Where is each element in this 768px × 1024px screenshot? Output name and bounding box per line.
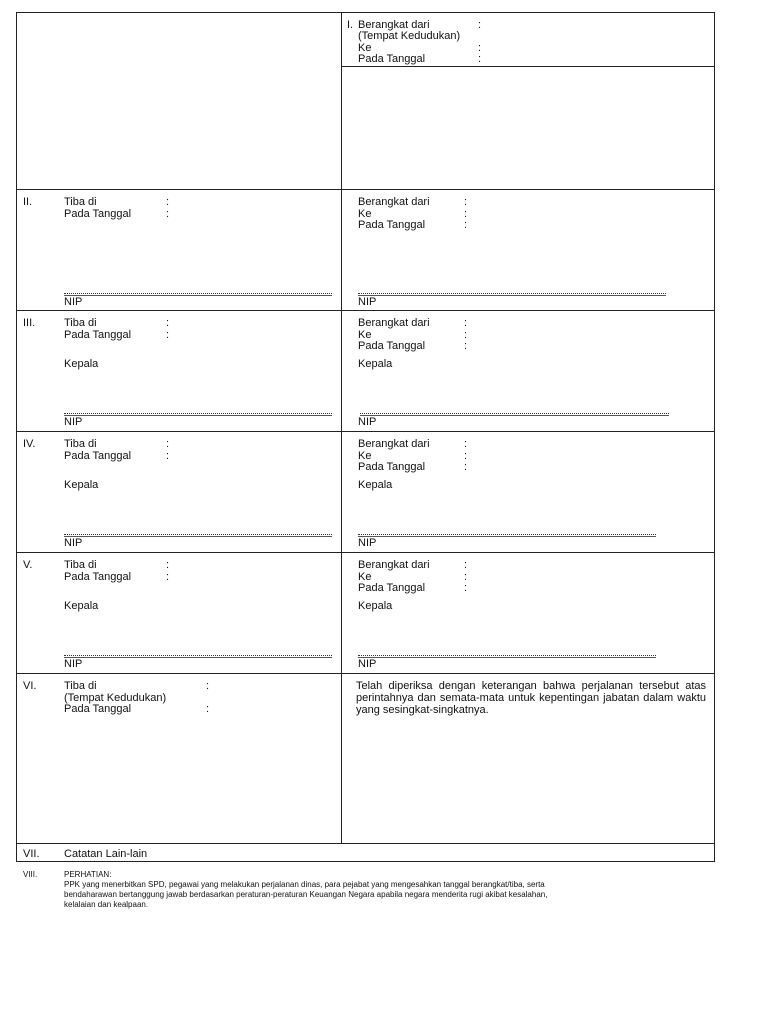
- section6-colon-1: :: [206, 680, 210, 692]
- section5-pada-tanggal: Pada Tanggal: [64, 571, 132, 583]
- section4-colon-r2: :: [464, 450, 468, 462]
- section2-pada-tanggal: Pada Tanggal: [64, 208, 132, 220]
- section3-colon-r1: :: [464, 317, 468, 329]
- divider-2: [16, 310, 715, 311]
- section1-colon-2: :: [478, 42, 482, 54]
- section4-kepala-left: Kepala: [64, 479, 99, 491]
- section5-roman: V.: [23, 559, 33, 571]
- divider-1a: [341, 66, 715, 67]
- divider-5: [16, 673, 715, 674]
- section6-pada-tanggal: Pada Tanggal: [64, 703, 132, 715]
- section5-signature-underline-left: [64, 657, 332, 658]
- section1-ke: Ke: [358, 42, 372, 54]
- section5-ke: Ke: [358, 571, 372, 583]
- divider-6: [16, 843, 715, 844]
- section4-ke: Ke: [358, 450, 372, 462]
- section4-colon-r3: :: [464, 461, 468, 473]
- section7-catatan: Catatan Lain-lain: [64, 848, 148, 860]
- section8-line-3: kelalaian dan kealpaan.: [64, 900, 149, 909]
- section3-pada-tanggal-r: Pada Tanggal: [358, 340, 426, 352]
- section3-kepala-right: Kepala: [358, 358, 393, 370]
- section2-tiba-di: Tiba di: [64, 196, 97, 208]
- section6-tiba-di: Tiba di: [64, 680, 97, 692]
- center-divider: [341, 12, 342, 843]
- divider-3: [16, 431, 715, 432]
- section2-signature-line-right: [358, 293, 666, 294]
- section2-colon-r2: :: [464, 208, 468, 220]
- section6-tempat-kedudukan: (Tempat Kedudukan): [64, 692, 167, 704]
- section8-roman: VIII.: [23, 870, 38, 879]
- section5-colon-r1: :: [464, 559, 468, 571]
- section4-signature-underline-left: [64, 536, 332, 537]
- section2-colon-l2: :: [166, 208, 170, 220]
- section5-signature-underline-right: [358, 657, 656, 658]
- section3-ke: Ke: [358, 329, 372, 341]
- section1-colon-3: :: [478, 53, 482, 65]
- section1-pada-tanggal: Pada Tanggal: [358, 53, 426, 65]
- section4-signature-underline-right: [358, 536, 656, 537]
- section5-berangkat-dari: Berangkat dari: [358, 559, 430, 571]
- section5-nip-left: NIP: [64, 658, 83, 670]
- section2-nip-right: NIP: [358, 296, 377, 308]
- section2-signature-line-left: [64, 293, 332, 294]
- section4-colon-r1: :: [464, 438, 468, 450]
- section5-colon-l1: :: [166, 559, 170, 571]
- section6-colon-2: :: [206, 703, 210, 715]
- section6-statement: Telah diperiksa dengan keterangan bahwa perjalanan tersebut atas perintahnya dan semata-mata untuk kepentingan jabatan dalam waktu yang sesingkat-singkatnya.: [356, 680, 706, 716]
- section3-colon-r3: :: [464, 340, 468, 352]
- section4-signature-line-left: [64, 534, 332, 535]
- section7-roman: VII.: [23, 848, 40, 860]
- section2-colon-r3: :: [464, 219, 468, 231]
- section1-tempat-kedudukan: (Tempat Kedudukan): [358, 30, 461, 42]
- section3-colon-r2: :: [464, 329, 468, 341]
- section2-colon-l1: :: [166, 196, 170, 208]
- section2-berangkat-dari: Berangkat dari: [358, 196, 430, 208]
- section8-line-1: PPK yang menerbitkan SPD, pegawai yang melakukan perjalanan dinas, para pejabat yang mengesahkan tanggal berangkat/tiba, serta: [64, 880, 545, 889]
- section6-roman: VI.: [23, 680, 37, 692]
- section1-berangkat-dari: Berangkat dari: [358, 19, 430, 31]
- section5-nip-right: NIP: [358, 658, 377, 670]
- section3-pada-tanggal: Pada Tanggal: [64, 329, 132, 341]
- section2-roman: II.: [23, 196, 33, 208]
- section5-kepala-left: Kepala: [64, 600, 99, 612]
- section8-perhatian: PERHATIAN:: [64, 870, 112, 879]
- section4-tiba-di: Tiba di: [64, 438, 97, 450]
- divider-4: [16, 552, 715, 553]
- section3-tiba-di: Tiba di: [64, 317, 97, 329]
- section3-signature-underline-right: [360, 415, 669, 416]
- section3-signature-line-left: [64, 413, 332, 414]
- section4-roman: IV.: [23, 438, 36, 450]
- divider-1: [16, 189, 715, 190]
- section2-signature-underline-left: [64, 295, 332, 296]
- section4-berangkat-dari: Berangkat dari: [358, 438, 430, 450]
- section4-pada-tanggal: Pada Tanggal: [64, 450, 132, 462]
- section1-colon-1: :: [478, 19, 482, 31]
- section3-colon-l1: :: [166, 317, 170, 329]
- section3-nip-right: NIP: [358, 416, 377, 428]
- section2-colon-r1: :: [464, 196, 468, 208]
- section3-nip-left: NIP: [64, 416, 83, 428]
- section4-signature-line-right: [358, 534, 656, 535]
- section4-colon-l1: :: [166, 438, 170, 450]
- section5-colon-r2: :: [464, 571, 468, 583]
- section1-roman: I.: [347, 19, 354, 31]
- section4-nip-left: NIP: [64, 537, 83, 549]
- section4-pada-tanggal-r: Pada Tanggal: [358, 461, 426, 473]
- section5-pada-tanggal-r: Pada Tanggal: [358, 582, 426, 594]
- section3-colon-l2: :: [166, 329, 170, 341]
- section5-kepala-right: Kepala: [358, 600, 393, 612]
- section5-tiba-di: Tiba di: [64, 559, 97, 571]
- section4-kepala-right: Kepala: [358, 479, 393, 491]
- section2-pada-tanggal-r: Pada Tanggal: [358, 219, 426, 231]
- form-frame: [16, 12, 715, 862]
- section5-colon-l2: :: [166, 571, 170, 583]
- section3-kepala-left: Kepala: [64, 358, 99, 370]
- section8-line-2: bendaharawan bertanggung jawab berdasarkan peraturan-peraturan Keuangan Negara apabila negara menderita rugi akibat kesalahan,: [64, 890, 548, 899]
- section3-signature-line-right: [360, 413, 669, 414]
- section3-signature-underline-left: [64, 415, 332, 416]
- section3-berangkat-dari: Berangkat dari: [358, 317, 430, 329]
- section2-ke: Ke: [358, 208, 372, 220]
- section3-roman: III.: [23, 317, 36, 329]
- section5-signature-line-left: [64, 655, 332, 656]
- section4-nip-right: NIP: [358, 537, 377, 549]
- section5-colon-r3: :: [464, 582, 468, 594]
- section2-nip-left: NIP: [64, 296, 83, 308]
- section2-signature-underline-right: [358, 295, 666, 296]
- section5-signature-line-right: [358, 655, 656, 656]
- section4-colon-l2: :: [166, 450, 170, 462]
